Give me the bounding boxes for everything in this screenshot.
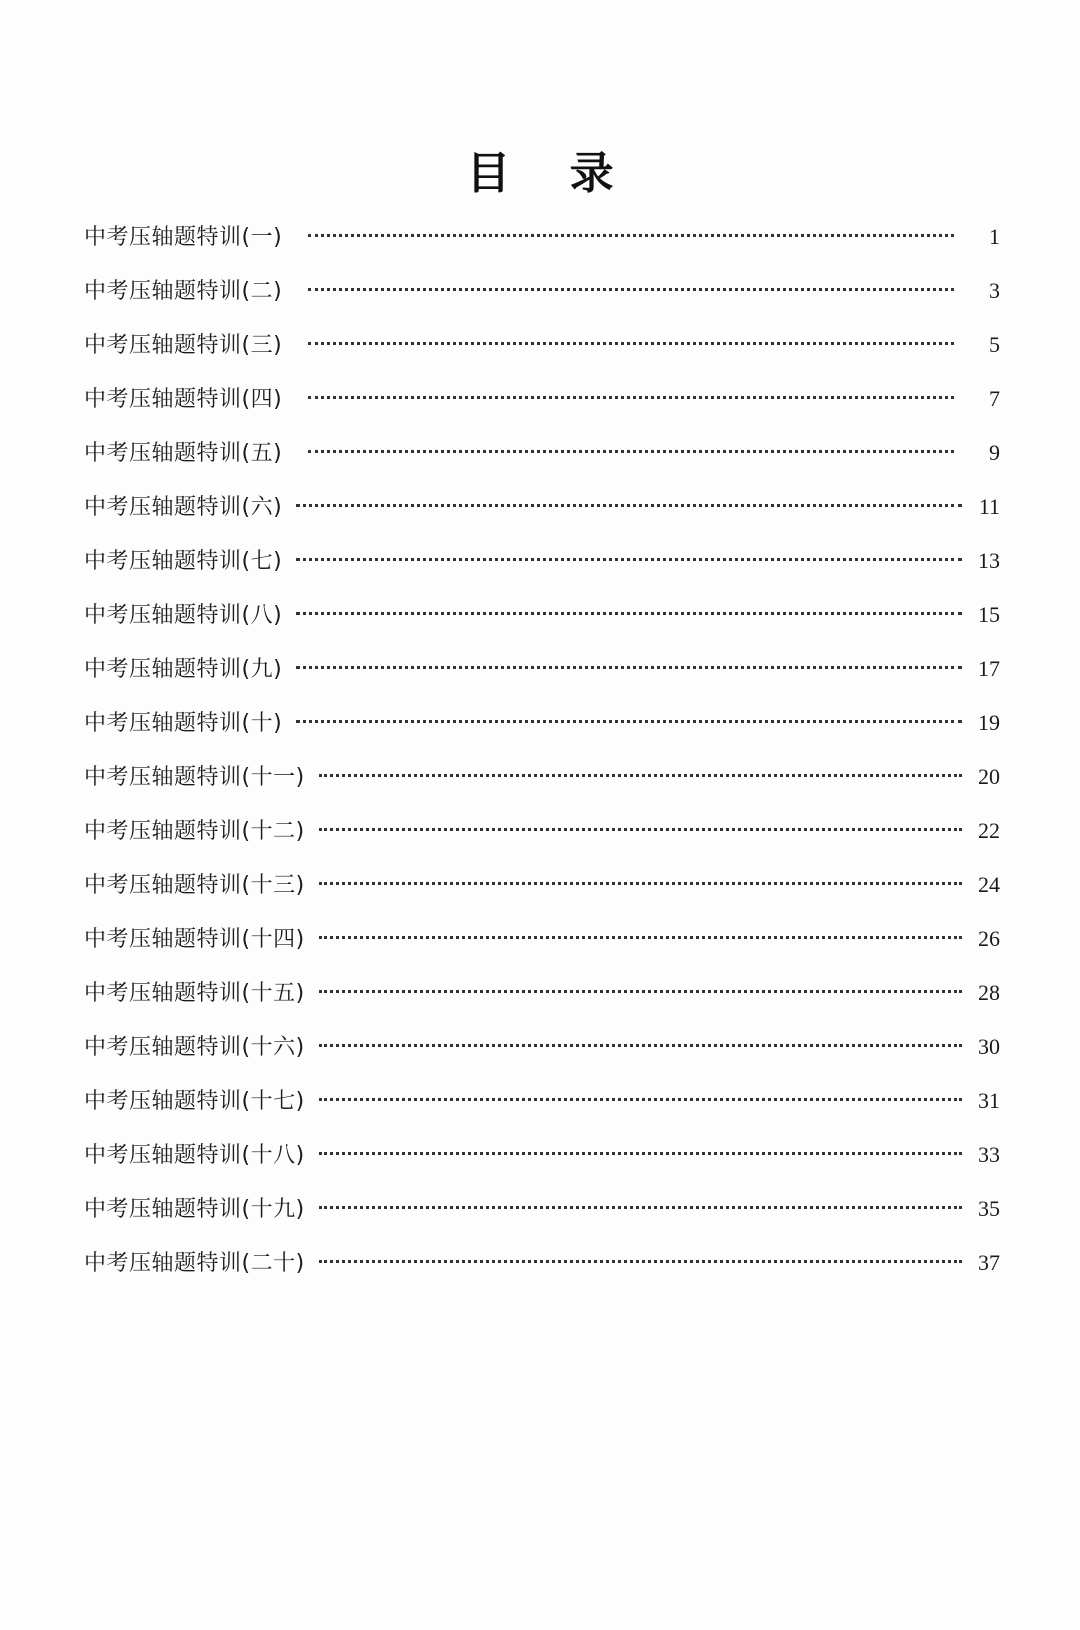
dot-leader <box>308 396 954 399</box>
toc-entry-title: 中考压轴题特训(十九) <box>84 1197 305 1222</box>
toc-entry-page: 1 <box>989 224 1000 249</box>
toc-entry-page: 11 <box>978 494 1000 519</box>
dot-leader <box>296 558 962 561</box>
dot-leader <box>296 612 962 615</box>
toc-entry-page: 33 <box>978 1142 1000 1167</box>
toc-entry[interactable] <box>84 762 1000 816</box>
toc-entry-page: 20 <box>978 764 1000 789</box>
toc-entry-title: 中考压轴题特训(五) <box>84 441 283 466</box>
toc-entry[interactable] <box>84 1140 1000 1194</box>
toc-entry[interactable] <box>84 1086 1000 1140</box>
dot-leader <box>319 882 962 885</box>
toc-entry[interactable] <box>84 654 1000 708</box>
toc-entry-title: 中考压轴题特训(九) <box>84 657 283 682</box>
dot-leader <box>296 504 962 507</box>
toc-entry-title: 中考压轴题特训(三) <box>84 333 283 358</box>
toc-entry[interactable] <box>84 384 1000 438</box>
toc-entry-title: 中考压轴题特训(十六) <box>84 1035 305 1060</box>
toc-entry-page: 26 <box>978 926 1000 951</box>
toc-entry-page: 22 <box>978 818 1000 843</box>
toc-entry[interactable] <box>84 816 1000 870</box>
toc-entry-page: 19 <box>978 710 1000 735</box>
toc-entry[interactable] <box>84 1248 1000 1302</box>
toc-entry-page: 31 <box>978 1088 1000 1113</box>
dot-leader <box>319 1260 962 1263</box>
dot-leader <box>319 1044 962 1047</box>
toc-entry-title: 中考压轴题特训(四) <box>84 387 283 412</box>
toc-entry[interactable] <box>84 222 1000 276</box>
toc-entry[interactable] <box>84 1032 1000 1086</box>
toc-entry-page: 28 <box>978 980 1000 1005</box>
toc-entry-title: 中考压轴题特训(十五) <box>84 981 305 1006</box>
toc-entry-page: 9 <box>989 440 1000 465</box>
toc-entry-page: 5 <box>989 332 1000 357</box>
dot-leader <box>296 720 962 723</box>
toc-entry[interactable] <box>84 492 1000 546</box>
toc-entry-page: 24 <box>978 872 1000 897</box>
dot-leader <box>319 936 962 939</box>
toc-entry-title: 中考压轴题特训(一) <box>84 225 283 250</box>
toc-entry[interactable] <box>84 546 1000 600</box>
toc-entry-title: 中考压轴题特训(六) <box>84 495 283 520</box>
toc-entry-page: 15 <box>978 602 1000 627</box>
dot-leader <box>319 828 962 831</box>
toc-entry-title: 中考压轴题特训(十三) <box>84 873 305 898</box>
toc-entry[interactable] <box>84 870 1000 924</box>
toc-entry[interactable] <box>84 708 1000 762</box>
dot-leader <box>319 774 962 777</box>
dot-leader <box>319 1098 962 1101</box>
toc-entry-page: 13 <box>978 548 1000 573</box>
toc-entry[interactable] <box>84 276 1000 330</box>
toc-entry-title: 中考压轴题特训(十一) <box>84 765 305 790</box>
dot-leader <box>296 666 962 669</box>
toc-entry-title: 中考压轴题特训(十七) <box>84 1089 305 1114</box>
toc-entry[interactable] <box>84 438 1000 492</box>
toc-entry-page: 17 <box>978 656 1000 681</box>
toc-entry-title: 中考压轴题特训(七) <box>84 549 283 574</box>
dot-leader <box>308 234 954 237</box>
toc-entry[interactable] <box>84 924 1000 978</box>
toc-entry-title: 中考压轴题特训(十八) <box>84 1143 305 1168</box>
toc-entry-title: 中考压轴题特训(二十) <box>84 1251 305 1276</box>
dot-leader <box>319 1206 962 1209</box>
toc-entry-title: 中考压轴题特训(二) <box>84 279 283 304</box>
dot-leader <box>319 1152 962 1155</box>
toc-entry-page: 3 <box>989 278 1000 303</box>
toc-entry-page: 35 <box>978 1196 1000 1221</box>
toc-entry-title: 中考压轴题特训(十四) <box>84 927 305 952</box>
dot-leader <box>308 342 954 345</box>
toc-entry-title: 中考压轴题特训(十二) <box>84 819 305 844</box>
toc-entry[interactable] <box>84 330 1000 384</box>
toc-entry[interactable] <box>84 600 1000 654</box>
toc-entry-page: 37 <box>978 1250 1000 1275</box>
toc-entry[interactable] <box>84 1194 1000 1248</box>
toc-entry-title: 中考压轴题特训(十) <box>84 711 283 736</box>
page-title: 目 录 <box>466 148 636 200</box>
toc-entry-title: 中考压轴题特训(八) <box>84 603 283 628</box>
dot-leader <box>308 450 954 453</box>
toc-entry-page: 7 <box>989 386 1000 411</box>
toc-entry[interactable] <box>84 978 1000 1032</box>
dot-leader <box>319 990 962 993</box>
table-of-contents <box>84 222 1000 1302</box>
toc-entry-page: 30 <box>978 1034 1000 1059</box>
dot-leader <box>308 288 954 291</box>
